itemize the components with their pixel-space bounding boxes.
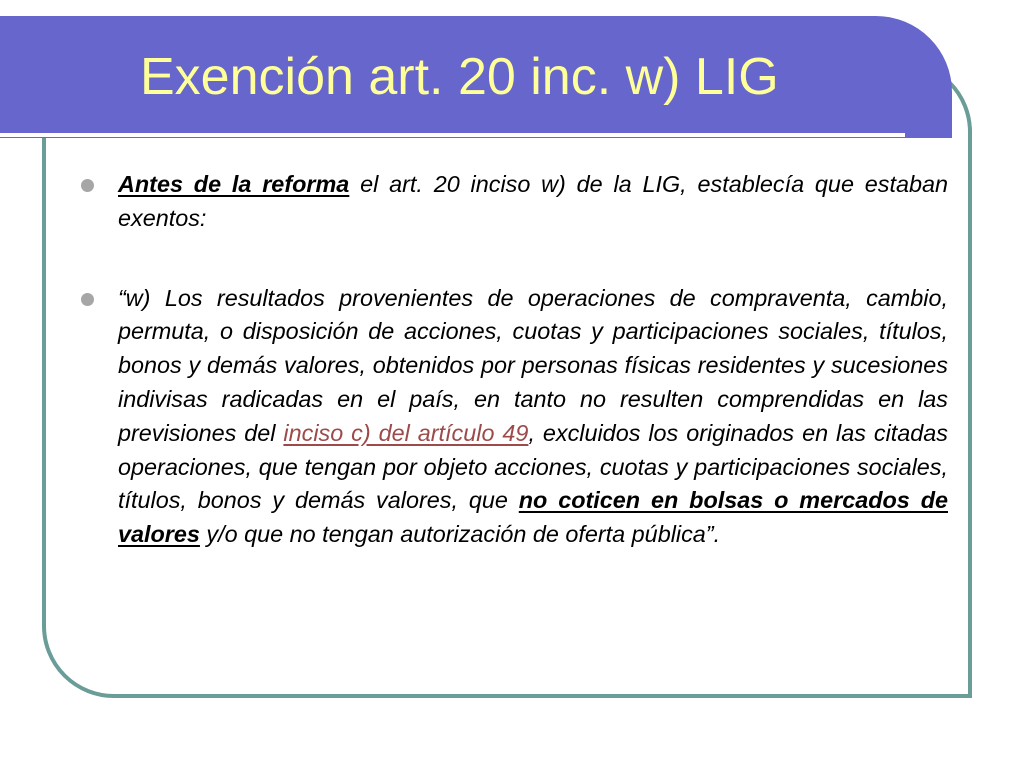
bullet-dot-icon [81,179,94,192]
slide-content [80,168,948,552]
quote-text-middle: , excluidos los originados en las citadas operaciones, que tengan por objeto acciones, cuotas y participaciones sociales, títulos, bonos y demás valores, que [118,419,948,514]
bullet-item-quote [80,282,948,552]
quote-text-end: y/o que no tengan autorización de oferta pública”. [199,521,721,548]
bullet-text-before-reform: el art. 20 inciso w) de la LIG, establecía que estaban exentos: [118,171,948,231]
title-divider [0,133,905,137]
quote-text-start: “w) Los resultados provenientes de operaciones de compraventa, cambio, permuta, o disposición de acciones, cuotas y participaciones sociales, títulos, bonos y demás valores, obtenidos por personas físicas residentes y sucesiones indivisas radicadas en el país, en tanto no resulten comprendidas en las previsiones del [118,284,948,446]
bullet-item-before-reform [80,168,948,236]
article-49-link[interactable]: inciso c) del artículo 49 [283,419,529,446]
quote-emphasis-not-listed: no coticen en bolsas o mercados de valores [118,487,948,548]
bullet-emphasis-before-reform: Antes de la reforma [118,171,350,197]
slide-title: Exención art. 20 inc. w) LIG [140,48,779,106]
bullet-dot-icon [81,293,94,306]
